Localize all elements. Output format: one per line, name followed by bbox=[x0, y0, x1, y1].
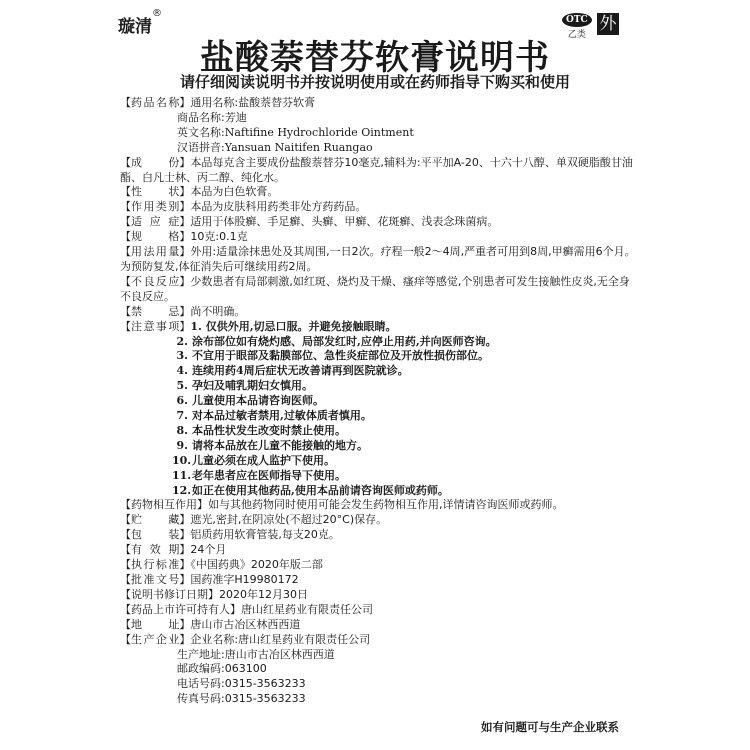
section-category: 【作用类别】本品为皮肤科用药类非处方药药品。 bbox=[120, 200, 367, 214]
section-indications: 【适应症】适用于体股癣、手足癣、头癣、甲癣、花斑癣、浅表念珠菌病。 bbox=[120, 215, 499, 229]
precaution-item bbox=[120, 409, 640, 424]
section-text: 铝质药用软膏管装,每支20克。 bbox=[190, 528, 340, 542]
section-ingredients: 【成份】本品每克含主要成份盐酸萘替芬10毫克,辅料为:平平加A-20、十六十八醇、单双硬脂酸甘油酯、白凡士林、丙二醇、纯化水。 bbox=[120, 155, 633, 184]
item-text: 如正在使用其他药品,使用本品前请咨询医师或药师。 bbox=[192, 483, 449, 497]
precaution-item bbox=[120, 349, 640, 364]
item-text: 仅供外用,切忌口服。并避免接触眼睛。 bbox=[205, 319, 397, 333]
item-number: 8. bbox=[176, 423, 188, 437]
section-expiry: 【有效期】24个月 bbox=[120, 543, 227, 557]
section-label: 成份 bbox=[131, 155, 180, 169]
brand-name: 璇清 bbox=[118, 17, 152, 37]
section-text: 外用:适量涂抹患处及其周围,一日2次。疗程一般2～4周,严重者可用到8周,甲癣需用6个月。为预防复发,体征消失后可继续用药2周。 bbox=[120, 245, 636, 273]
section-text: 《中国药典》2020年版二部 bbox=[190, 558, 323, 572]
item-number: 3. bbox=[176, 349, 188, 363]
section-holder: 【药品上市许可持有人】唐山红星药业有限责任公司 bbox=[120, 602, 373, 616]
section-label: 批准文号 bbox=[131, 573, 180, 586]
trade-name: 商品名称:芳迪 bbox=[177, 110, 247, 124]
item-text: 涂布部位如有烧灼感、局部发红时,应停止用药,并向医师咨询。 bbox=[192, 334, 497, 348]
section-label: 包装 bbox=[131, 528, 180, 542]
otc-class: 乙类 bbox=[567, 30, 586, 40]
precaution-item bbox=[120, 364, 640, 379]
manufacturer-postcode: 邮政编码:063100 bbox=[177, 662, 267, 676]
section-label: 地址 bbox=[131, 617, 180, 631]
section-text: 10克:0.1克 bbox=[190, 230, 248, 244]
page-subtitle: 请仔细阅读说明书并按说明使用或在药师指导下购买和使用 bbox=[179, 73, 570, 91]
section-text: 国药准字H19980172 bbox=[190, 573, 299, 586]
section-package: 【包装】铝质药用软膏管装,每支20克。 bbox=[120, 528, 340, 542]
item-number: 10. bbox=[172, 453, 192, 467]
registered-mark: ® bbox=[152, 8, 162, 19]
section-label: 执行标准 bbox=[131, 558, 180, 572]
leaflet-body bbox=[120, 96, 640, 707]
section-label: 适应症 bbox=[131, 215, 180, 229]
section-text: 本品为白色软膏。 bbox=[190, 185, 279, 199]
item-text: 连续用药4周后症状无改善请再到医院就诊。 bbox=[192, 364, 409, 378]
section-revision: 【说明书修订日期】2020年12月30日 bbox=[120, 587, 308, 601]
section-text: 2020年12月30日 bbox=[219, 587, 308, 601]
item-number: 5. bbox=[176, 379, 188, 393]
section-spec: 【规格】10克:0.1克 bbox=[120, 230, 248, 244]
item-number: 12. bbox=[172, 483, 192, 497]
section-label: 注意事项 bbox=[131, 319, 180, 333]
precaution-item bbox=[120, 394, 640, 409]
section-text: 唐山市古冶区林西西道 bbox=[190, 617, 301, 631]
item-text: 儿童使用本品请咨询医师。 bbox=[192, 394, 324, 408]
pinyin-name: 汉语拼音:Yansuan Naitifen Ruangao bbox=[177, 140, 373, 154]
otc-icon: OTC bbox=[562, 13, 592, 27]
section-adverse: 【不良反应】少数患者有局部刺激,如红斑、烧灼及干燥、瘙痒等感觉,个别患者可发生接触性皮炎,无全身不良反应。 bbox=[120, 274, 630, 303]
section-label: 不良反应 bbox=[131, 274, 180, 288]
precaution-item: 【注意事项】1. 仅供外用,切忌口服。并避免接触眼睛。 bbox=[120, 319, 397, 333]
item-number: 9. bbox=[176, 438, 188, 452]
section-precautions bbox=[120, 320, 640, 499]
section-label: 有效期 bbox=[131, 543, 180, 557]
section-text: 唐山红星药业有限责任公司 bbox=[241, 602, 373, 616]
section-text: 24个月 bbox=[190, 543, 227, 557]
section-text: 本品每克含主要成份盐酸萘替芬10毫克,辅料为:平平加A-20、十六十八醇、单双硬脂酸甘油酯、白凡士林、丙二醇、纯化水。 bbox=[120, 155, 633, 184]
section-approval: 【批准文号】国药准字H19980172 bbox=[120, 573, 299, 586]
item-number: 2. bbox=[176, 334, 188, 348]
section-label: 药物相互作用 bbox=[131, 498, 197, 512]
section-label: 药品上市许可持有人 bbox=[131, 602, 230, 616]
precaution-item bbox=[120, 439, 640, 454]
item-number: 4. bbox=[176, 364, 188, 378]
section-label: 性状 bbox=[131, 185, 180, 199]
section-text: 适用于体股癣、手足癣、头癣、甲癣、花斑癣、浅表念珠菌病。 bbox=[190, 215, 499, 229]
item-text: 对本品过敏者禁用,过敏体质者慎用。 bbox=[192, 409, 372, 423]
section-text: 尚不明确。 bbox=[190, 304, 246, 318]
section-label: 用法用量 bbox=[131, 245, 180, 259]
section-label: 说明书修订日期 bbox=[131, 587, 208, 601]
section-address: 【地址】唐山市古冶区林西西道 bbox=[120, 617, 301, 631]
item-text: 儿童必须在成人监护下使用。 bbox=[192, 453, 335, 467]
precaution-item bbox=[120, 454, 640, 469]
section-label: 药品名称 bbox=[131, 96, 180, 109]
section-text: 如与其他药物同时使用可能会发生药物相互作用,详情请咨询医师或药师。 bbox=[208, 498, 564, 512]
precaution-item bbox=[120, 469, 640, 484]
section-interactions: 【药物相互作用】如与其他药物同时使用可能会发生药物相互作用,详情请咨询医师或药师。 bbox=[120, 498, 564, 512]
item-text: 请将本品放在儿童不能接触的地方。 bbox=[192, 438, 368, 452]
section-text: 遮光,密封,在阴凉处(不超过20°C)保存。 bbox=[190, 513, 388, 527]
english-name: 英文名称:Naftifine Hydrochloride Ointment bbox=[177, 125, 414, 139]
manufacturer-phone: 电话号码:0315-3563233 bbox=[177, 677, 306, 691]
section-manufacturer: 【生产企业】企业名称:唐山红星药业有限责任公司 bbox=[120, 632, 371, 646]
section-dosage: 【用法用量】外用:适量涂抹患处及其周围,一日2次。疗程一般2～4周,严重者可用到8周,甲癣需用6个月。为预防复发,体征消失后可继续用药2周。 bbox=[120, 245, 636, 273]
item-text: 老年患者应在医师指导下使用。 bbox=[192, 468, 346, 482]
precaution-item bbox=[120, 424, 640, 439]
section-appearance: 【性状】本品为白色软膏。 bbox=[120, 185, 279, 199]
generic-name: 通用名称:盐酸萘替芬软膏 bbox=[190, 96, 316, 109]
section-label: 作用类别 bbox=[131, 200, 180, 214]
section-label: 规格 bbox=[131, 230, 180, 244]
section-label: 禁忌 bbox=[131, 304, 180, 318]
manufacturer-fax: 传真号码:0315-3563233 bbox=[177, 692, 306, 706]
section-text: 少数患者有局部刺激,如红斑、烧灼及干燥、瘙痒等感觉,个别患者可发生接触性皮炎,无全身不良反应。 bbox=[120, 274, 630, 303]
manufacturer-name: 企业名称:唐山红星药业有限责任公司 bbox=[190, 632, 371, 646]
contact-note: 如有问题可与生产企业联系 bbox=[481, 720, 619, 734]
item-number: 7. bbox=[176, 409, 188, 423]
precaution-item bbox=[120, 379, 640, 394]
section-text: 本品为皮肤科用药类非处方药药品。 bbox=[190, 200, 367, 214]
item-text: 不宜用于眼部及黏膜部位、急性炎症部位及开放性损伤部位。 bbox=[192, 349, 489, 363]
section-storage: 【贮藏】遮光,密封,在阴凉处(不超过20°C)保存。 bbox=[120, 513, 388, 527]
external-use-icon: 外 bbox=[597, 13, 619, 35]
item-number: 6. bbox=[176, 394, 188, 408]
item-text: 本品性状发生改变时禁止使用。 bbox=[192, 423, 346, 437]
precaution-item bbox=[120, 335, 640, 350]
section-contraindications: 【禁忌】尚不明确。 bbox=[120, 304, 246, 318]
section-standard: 【执行标准】《中国药典》2020年版二部 bbox=[120, 558, 323, 572]
page-title: 盐酸萘替芬软膏说明书 bbox=[200, 38, 550, 78]
section-name: 【药品名称】通用名称:盐酸萘替芬软膏 bbox=[120, 96, 316, 109]
precaution-item bbox=[120, 484, 640, 499]
item-number: 1. bbox=[190, 319, 202, 333]
section-label: 贮藏 bbox=[131, 513, 180, 527]
item-text: 孕妇及哺乳期妇女慎用。 bbox=[192, 379, 313, 393]
section-label: 生产企业 bbox=[131, 632, 180, 646]
manufacturer-address: 生产地址:唐山市古冶区林西西道 bbox=[177, 647, 335, 661]
item-number: 11. bbox=[172, 468, 192, 482]
